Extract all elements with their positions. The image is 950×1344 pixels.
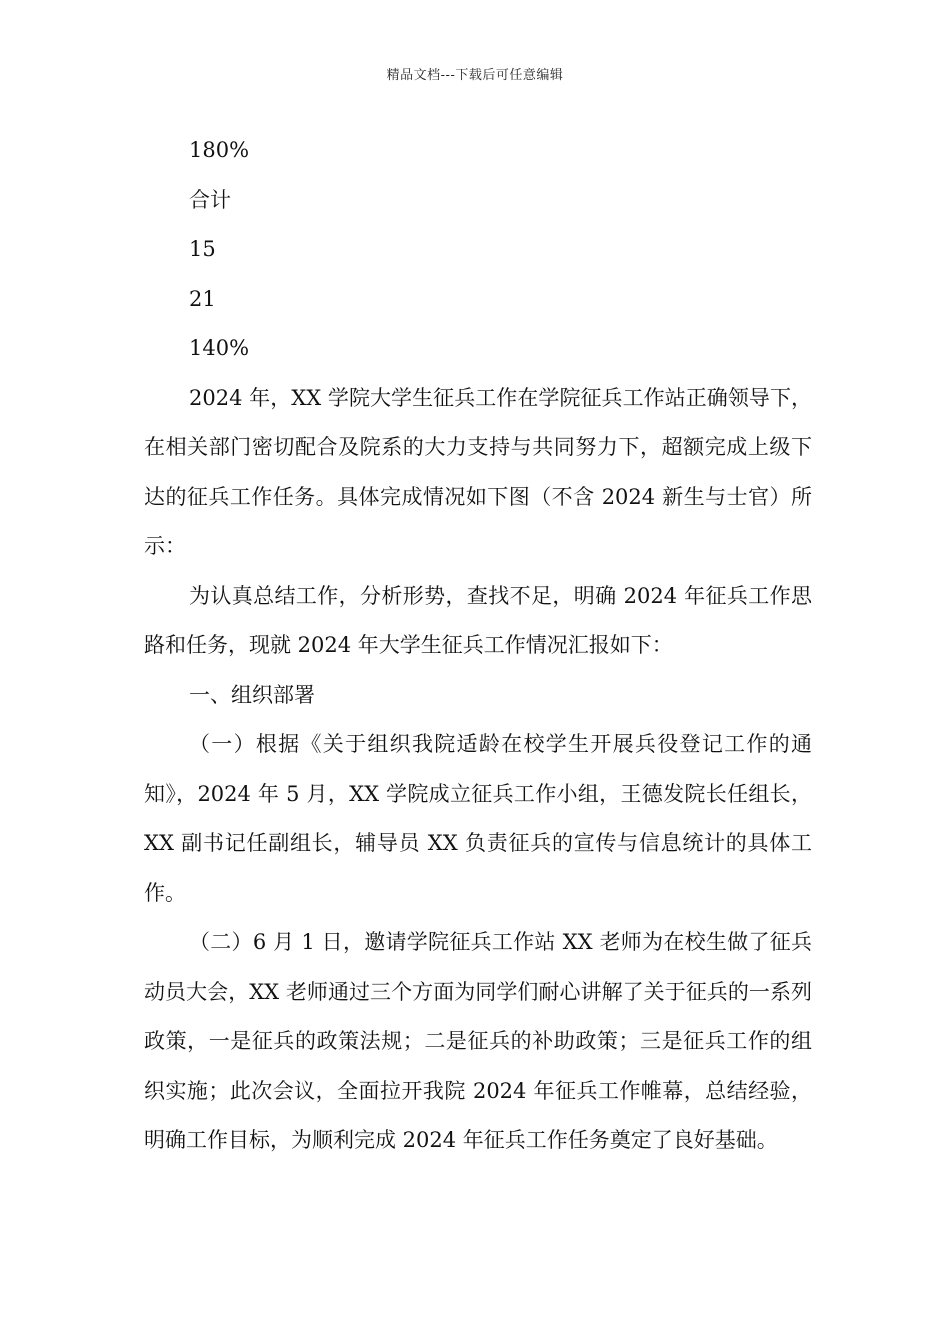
paragraph-item-2: （二）6 月 1 日，邀请学院征兵工作站 XX 老师为在校生做了征兵动员大会，XX 老师通过三个方面为同学们耐心讲解了关于征兵的一系列政策，一是征兵的政策法规；二是征兵的补助政策；三是征兵工作的组织实施；此次会议，全面拉开我院 2024 年征兵工作帷幕，总结经验，明确工作目标，为顺利完成 2024 年征兵工作任务奠定了良好基础。: [144, 930, 812, 1152]
table-value-percent-1: 180%: [189, 138, 250, 162]
paragraph-item-1: （一）根据《关于组织我院适龄在校学生开展兵役登记工作的通知》，2024 年 5 月，XX 学院成立征兵工作小组，王德发院长任组长，XX 副书记任副组长，辅导员 XX 负责征兵的宣传与信息统计的具体工作。: [144, 732, 812, 905]
page-header: 精品文档---下载后可任意编辑: [386, 68, 564, 83]
document-body: [144, 126, 812, 1166]
paragraph-summary: 为认真总结工作，分析形势，查找不足，明确 2024 年征兵工作思路和任务，现就 2024 年大学生征兵工作情况汇报如下：: [144, 583, 812, 657]
table-value-percent-2: 140%: [189, 336, 250, 360]
table-value-planned: 15: [189, 237, 216, 261]
table-value-completed: 21: [189, 286, 216, 311]
section-heading-organization: 一、组织部署: [189, 682, 315, 707]
paragraph-intro: 2024 年，XX 学院大学生征兵工作在学院征兵工作站正确领导下，在相关部门密切配合及院系的大力支持与共同努力下，超额完成上级下达的征兵工作任务。具体完成情况如下图（不含 2024 新生与士官）所示：: [144, 385, 812, 558]
table-label-total: 合计: [189, 187, 231, 212]
